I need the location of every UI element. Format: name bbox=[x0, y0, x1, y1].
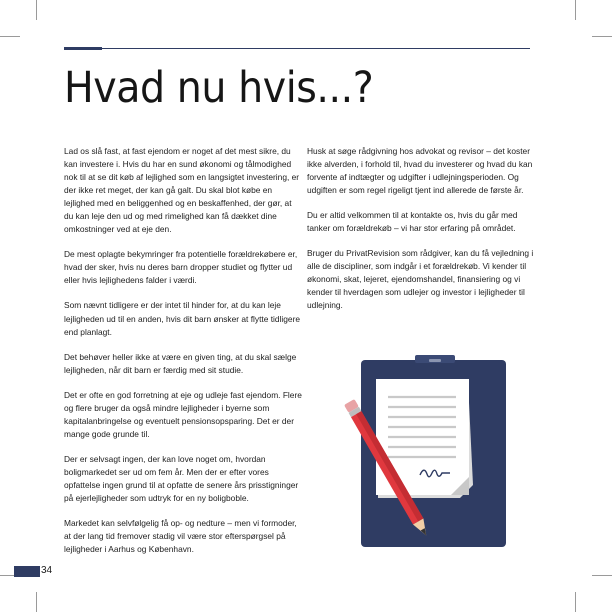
paragraph: De mest oplagte bekymringer fra potentielle forældrekøbere er, hvad der sker, hvis nu deres barn dropper studiet og flytter ud eller hvis lejlighedens falder i værdi. bbox=[64, 249, 298, 286]
paragraph: Lad os slå fast, at fast ejendom er noget af det mest sikre, du kan investere i. Hvis du har en sund økonomi og tålmodighed nok til at se dit køb af lejlighed som en langsigtet investering, er der ikke ret meget, der kan gå galt. Du skal blot købe en lejlighed med en beliggenhed og en beskaffenhed, der gør, at du kan leje den ud og med rimelighed kan få dækket dine omkostninger ved at eje den. bbox=[64, 146, 300, 235]
paragraph: Du er altid velkommen til at kontakte os, hvis du går med tanker om forældrekøb – vi har stor erfaring på området. bbox=[307, 210, 518, 234]
crop-mark bbox=[575, 0, 576, 20]
header-rule-accent bbox=[64, 47, 102, 50]
crop-mark bbox=[0, 36, 20, 37]
left-text-column bbox=[64, 145, 302, 568]
paragraph: Markedet kan selvfølgelig få op- og nedture – men vi formoder, at der lang tid fremover stadig vil være stor efterspørgsel på lejligheder i Aarhus og København. bbox=[64, 518, 297, 555]
crop-mark bbox=[36, 0, 37, 20]
paragraph: Bruger du PrivatRevision som rådgiver, kan du få vejledning i alle de discipliner, som indgår i et forældrekøb. Vi kender til økonomi, skat, lejeret, ejendomshandel, finansiering og vi kender til hverdagen som udlejer og investor i lejligheder til udlejning. bbox=[307, 248, 534, 311]
paragraph: Det behøver heller ikke at være en given ting, at du skal sælge lejligheden, når dit barn er færdig med sit studie. bbox=[64, 351, 297, 375]
crop-mark bbox=[575, 592, 576, 612]
clipboard-pencil-illustration bbox=[330, 355, 515, 555]
paragraph: Der er selvsagt ingen, der kan love noget om, hvordan boligmarkedet ser ud om fem år. Men der er efter vores opfattelse ingen grund til at opfatte de senere års prisstigninger på ejerlejligheder som udtryk for en ny boligboble. bbox=[64, 453, 299, 504]
paragraph: Det er ofte en god forretning at eje og udleje fast ejendom. Flere og flere bruger da også mindre lejligheder i byerne som kapitalanbringelse og eventuelt pensionsopsparing. Det er der mange gode grunde til. bbox=[64, 389, 302, 439]
page-number: 34 bbox=[41, 565, 53, 576]
crop-mark bbox=[592, 36, 612, 37]
right-text-column bbox=[307, 145, 535, 325]
crop-mark bbox=[36, 592, 37, 612]
paragraph: Som nævnt tidligere er der intet til hinder for, at du kan leje lejligheden ud til en anden, hvis dit barn ønsker at flytte tidligere end planlagt. bbox=[64, 300, 301, 337]
page-title: Hvad nu hvis...? bbox=[64, 63, 374, 113]
paragraph: Husk at søge rådgivning hos advokat og revisor – det koster ikke alverden, i forhold til, hvad du investerer og hvad du kan forvente af indtægter og udgifter i udlejningsperioden. Og udgiften er som regel rigeligt tjent ind allerede de første år. bbox=[307, 146, 533, 196]
header-rule bbox=[102, 48, 530, 49]
crop-mark bbox=[592, 575, 612, 576]
